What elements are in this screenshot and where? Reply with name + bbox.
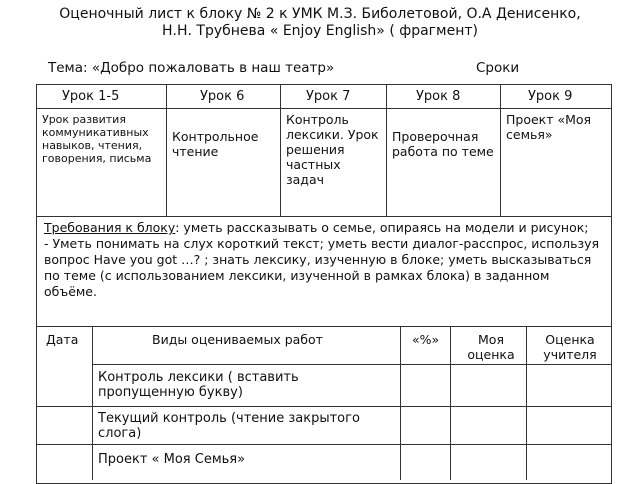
divider [92, 326, 93, 480]
lesson-content-1-5: Урок развития коммуникативных навыков, чтения, говорения, письма [42, 113, 152, 165]
requirements-label: Требования к блоку [44, 220, 176, 235]
table-row-vocab-control: Контроль лексики ( вставить пропущенную букву) [98, 370, 299, 400]
divider [36, 108, 612, 109]
divider [36, 406, 612, 407]
divider [36, 444, 612, 445]
divider [526, 326, 527, 480]
document-title [40, 6, 600, 40]
requirements-text-1: : уметь рассказывать о семье, опираясь на модели и рисунок; [175, 220, 589, 235]
divider [500, 84, 501, 216]
requirements [44, 220, 604, 300]
table-row-project: Проект « Моя Семья» [98, 452, 246, 467]
col-header-date: Дата [46, 332, 79, 347]
divider [166, 84, 167, 216]
lesson-header-6: Урок 6 [200, 89, 245, 104]
divider [280, 84, 281, 216]
col-header-percent: «%» [412, 332, 440, 347]
table-row-reading-control: Текущий контроль (чтение закрытого слога) [98, 411, 360, 441]
divider [36, 216, 612, 217]
lesson-content-8: Проверочная работа по теме [392, 129, 494, 159]
lesson-content-9: Проект «Моя семья» [506, 112, 592, 142]
lesson-header-1-5: Урок 1-5 [62, 89, 120, 104]
lesson-content-6: Контрольное чтение [172, 129, 259, 159]
divider [386, 84, 387, 216]
lesson-header-7: Урок 7 [306, 89, 351, 104]
deadlines-label: Сроки [476, 60, 520, 76]
col-header-work-types: Виды оцениваемых работ [152, 332, 323, 347]
lesson-content-7: Контроль лексики. Урок решения частных задач [286, 112, 379, 187]
topic-label: Тема: «Добро пожаловать в наш театр» [48, 60, 335, 76]
title-line-2: Н.Н. Трубнева « Enjoy English» ( фрагмент) [162, 23, 478, 39]
lesson-header-9: Урок 9 [528, 89, 573, 104]
requirements-text-2: - Уметь понимать на слух короткий текст; уметь вести диалог-расспрос, используя вопрос Have you got …? ; знать лексику, изученную в блоке; уметь высказываться по теме (с использованием лексики, изученной в рамках блока) в заданном объёме. [44, 236, 600, 299]
divider [400, 326, 401, 480]
title-line-1: Оценочный лист к блоку № 2 к УМК М.З. Биболетовой, О.А Денисенко, [59, 6, 581, 22]
col-header-my-grade: Моя оценка [467, 332, 515, 362]
divider [92, 364, 612, 365]
col-header-teacher-grade: Оценка учителя [543, 332, 597, 362]
lesson-header-8: Урок 8 [416, 89, 461, 104]
divider [450, 326, 451, 480]
